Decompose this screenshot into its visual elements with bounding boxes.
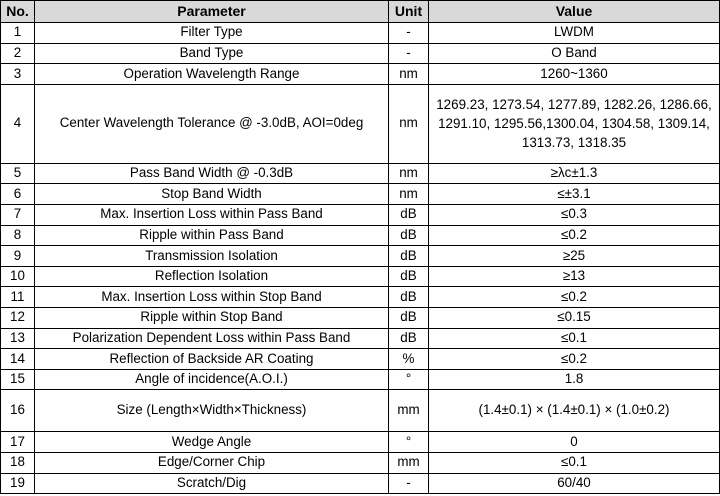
cell-parameter: Angle of incidence(A.O.I.) <box>35 369 389 390</box>
cell-parameter: Ripple within Pass Band <box>35 225 389 246</box>
table-row <box>1 432 720 453</box>
table-row <box>1 163 720 184</box>
table-row <box>1 369 720 390</box>
table-row <box>1 184 720 205</box>
table-row <box>1 266 720 287</box>
cell-unit: dB <box>389 287 429 308</box>
cell-unit: - <box>389 23 429 44</box>
cell-no: 13 <box>1 328 35 349</box>
cell-value: LWDM <box>429 23 720 44</box>
table-row <box>1 84 720 163</box>
cell-parameter: Pass Band Width @ -0.3dB <box>35 163 389 184</box>
cell-unit: - <box>389 473 429 494</box>
cell-parameter: Max. Insertion Loss within Pass Band <box>35 204 389 225</box>
table-row <box>1 452 720 473</box>
cell-unit: - <box>389 43 429 64</box>
cell-no: 16 <box>1 390 35 432</box>
cell-value: 1269.23, 1273.54, 1277.89, 1282.26, 1286.66, 1291.10, 1295.56,1300.04, 1304.58, 1309.14, 1313.73, 1318.35 <box>429 84 720 163</box>
header-value: Value <box>429 1 720 23</box>
cell-value: ≤0.2 <box>429 225 720 246</box>
cell-no: 19 <box>1 473 35 494</box>
table-row <box>1 349 720 370</box>
cell-parameter: Stop Band Width <box>35 184 389 205</box>
cell-value: 1.8 <box>429 369 720 390</box>
table-row <box>1 246 720 267</box>
table-row <box>1 307 720 328</box>
cell-unit: dB <box>389 204 429 225</box>
cell-unit: dB <box>389 225 429 246</box>
cell-unit: nm <box>389 163 429 184</box>
table-row <box>1 204 720 225</box>
cell-value: ≥13 <box>429 266 720 287</box>
cell-parameter: Operation Wavelength Range <box>35 64 389 85</box>
cell-no: 10 <box>1 266 35 287</box>
cell-value: ≤0.1 <box>429 328 720 349</box>
cell-parameter: Filter Type <box>35 23 389 44</box>
cell-parameter: Wedge Angle <box>35 432 389 453</box>
cell-unit: dB <box>389 266 429 287</box>
cell-unit: dB <box>389 246 429 267</box>
cell-value: ≤±3.1 <box>429 184 720 205</box>
cell-parameter: Size (Length×Width×Thickness) <box>35 390 389 432</box>
cell-value: (1.4±0.1) × (1.4±0.1) × (1.0±0.2) <box>429 390 720 432</box>
header-no: No. <box>1 1 35 23</box>
cell-no: 8 <box>1 225 35 246</box>
cell-parameter: Center Wavelength Tolerance @ -3.0dB, AOI=0deg <box>35 84 389 163</box>
header-row <box>1 1 720 23</box>
cell-unit: nm <box>389 84 429 163</box>
cell-value: O Band <box>429 43 720 64</box>
cell-no: 3 <box>1 64 35 85</box>
cell-unit: nm <box>389 64 429 85</box>
cell-no: 14 <box>1 349 35 370</box>
cell-unit: % <box>389 349 429 370</box>
cell-parameter: Reflection Isolation <box>35 266 389 287</box>
table-row <box>1 43 720 64</box>
cell-parameter: Transmission Isolation <box>35 246 389 267</box>
cell-no: 7 <box>1 204 35 225</box>
cell-parameter: Ripple within Stop Band <box>35 307 389 328</box>
table-row <box>1 473 720 494</box>
header-unit: Unit <box>389 1 429 23</box>
cell-no: 4 <box>1 84 35 163</box>
cell-value: 0 <box>429 432 720 453</box>
cell-no: 12 <box>1 307 35 328</box>
cell-unit: ° <box>389 369 429 390</box>
table-row <box>1 23 720 44</box>
header-parameter: Parameter <box>35 1 389 23</box>
cell-no: 6 <box>1 184 35 205</box>
cell-value: ≤0.15 <box>429 307 720 328</box>
cell-no: 18 <box>1 452 35 473</box>
table-row <box>1 328 720 349</box>
cell-value: ≥25 <box>429 246 720 267</box>
table-header <box>1 1 720 23</box>
cell-value: ≥λc±1.3 <box>429 163 720 184</box>
cell-no: 11 <box>1 287 35 308</box>
cell-parameter: Band Type <box>35 43 389 64</box>
cell-no: 2 <box>1 43 35 64</box>
cell-value: ≤0.3 <box>429 204 720 225</box>
cell-value: 60/40 <box>429 473 720 494</box>
cell-value: ≤0.2 <box>429 349 720 370</box>
cell-unit: mm <box>389 452 429 473</box>
cell-value: 1260~1360 <box>429 64 720 85</box>
cell-parameter: Reflection of Backside AR Coating <box>35 349 389 370</box>
cell-parameter: Scratch/Dig <box>35 473 389 494</box>
cell-no: 15 <box>1 369 35 390</box>
cell-parameter: Max. Insertion Loss within Stop Band <box>35 287 389 308</box>
table-body <box>1 23 720 494</box>
cell-unit: nm <box>389 184 429 205</box>
cell-parameter: Polarization Dependent Loss within Pass Band <box>35 328 389 349</box>
table-row <box>1 225 720 246</box>
cell-no: 17 <box>1 432 35 453</box>
cell-unit: dB <box>389 307 429 328</box>
table-row <box>1 64 720 85</box>
cell-value: ≤0.1 <box>429 452 720 473</box>
cell-unit: mm <box>389 390 429 432</box>
cell-value: ≤0.2 <box>429 287 720 308</box>
cell-no: 5 <box>1 163 35 184</box>
cell-unit: dB <box>389 328 429 349</box>
cell-parameter: Edge/Corner Chip <box>35 452 389 473</box>
table-row <box>1 287 720 308</box>
cell-unit: ° <box>389 432 429 453</box>
table-row <box>1 390 720 432</box>
cell-no: 1 <box>1 23 35 44</box>
cell-no: 9 <box>1 246 35 267</box>
